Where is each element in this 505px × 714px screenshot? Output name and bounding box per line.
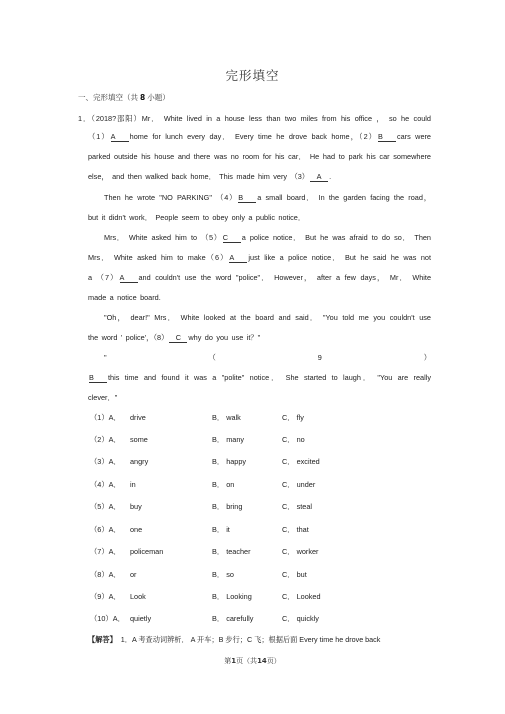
option-a: or xyxy=(130,570,137,579)
option-b: B． happy xyxy=(212,457,247,466)
answer-blank: A xyxy=(111,133,129,142)
answer-blank: A xyxy=(120,274,138,283)
passage-text: made a notice board. xyxy=(88,293,161,302)
page-total: 14 xyxy=(257,657,267,665)
option-c: C． Looked xyxy=(282,592,321,601)
option-a: policeman xyxy=(130,547,164,556)
solution-text: 1．A 考查动词辨析． A 开车；B 步行；C 飞；根据后面 Every time he drove back xyxy=(120,635,381,644)
passage-line xyxy=(88,152,431,162)
answer-blank: C xyxy=(169,334,187,343)
passage-line xyxy=(88,333,431,343)
option-c: C． quickly xyxy=(282,614,319,623)
option-a: one xyxy=(130,525,143,534)
section-suffix: 小题） xyxy=(147,93,170,102)
option-c: C． under xyxy=(282,480,316,489)
solution-line xyxy=(88,635,433,645)
option-a: buy xyxy=(130,502,142,511)
passage-text: the word ' police'，（8） xyxy=(88,333,169,342)
passage-text: . xyxy=(329,172,332,181)
answer-blank: C xyxy=(223,234,241,243)
page-number: 1 xyxy=(231,657,237,665)
page-title: 完形填空 xyxy=(225,68,280,83)
answer-blank: A xyxy=(229,254,247,263)
option-number: （4）A． xyxy=(90,480,121,489)
option-b: B． Looking xyxy=(212,592,252,601)
option-c: C． excited xyxy=(282,457,320,466)
option-number: （9）A． xyxy=(90,592,121,601)
passage-line xyxy=(104,233,431,243)
option-number: （3）A． xyxy=(90,457,121,466)
option-number: （8）A． xyxy=(90,570,121,579)
section-prefix: 一、完形填空（共 xyxy=(78,93,138,102)
option-number: （10）A． xyxy=(90,614,125,623)
option-a: some xyxy=(130,435,148,444)
section-count: 8 xyxy=(140,93,146,102)
passage-line xyxy=(88,393,431,403)
option-number: （6）A． xyxy=(90,525,121,534)
option-c: C． worker xyxy=(282,547,319,556)
page-footer xyxy=(0,656,505,666)
passage-line xyxy=(104,193,431,203)
option-b: B． teacher xyxy=(212,547,251,556)
passage-text: "（9） xyxy=(104,353,431,362)
option-b: B． many xyxy=(212,435,245,444)
passage-text: this time and found it was a "polite" notice． She started to laugh． "You are really xyxy=(108,373,431,382)
passage-text: a police notice． But he was afraid to do so． Then xyxy=(241,233,431,242)
passage-text: （1） xyxy=(88,132,110,141)
option-number: （5）A． xyxy=(90,502,121,511)
passage-line xyxy=(88,293,431,303)
option-number: （7）A． xyxy=(90,547,121,556)
answer-blank: B xyxy=(378,133,396,142)
passage-text: "Oh， dear!" Mrs． White looked at the board and said． "You told me you couldn't use xyxy=(104,313,431,322)
option-b: B． so xyxy=(212,570,234,579)
passage-text: why do you use it？" xyxy=(188,333,261,342)
passage-line xyxy=(104,353,431,363)
passage-text: 1．（2018?邵阳）Mr． White lived in a house less than two miles from his office ， so he could xyxy=(78,114,431,123)
passage-line xyxy=(88,172,431,182)
passage-text: but it didn't work． People seem to obey only a public notice． xyxy=(88,213,306,222)
option-c: C． but xyxy=(282,570,307,579)
option-b: B． walk xyxy=(212,413,241,422)
passage-text: Then he wrote "NO PARKING" （4） xyxy=(104,193,238,202)
footer-text: 页（共 xyxy=(236,657,258,665)
passage-text: and couldn't use the word "police"． However， after a few days， Mr． White xyxy=(138,273,432,282)
passage-line xyxy=(104,313,431,323)
option-a: Look xyxy=(130,592,146,601)
answer-blank: A xyxy=(310,173,328,182)
passage-text: Mrs． White asked him to （5） xyxy=(104,233,222,242)
option-b: B． bring xyxy=(212,502,243,511)
passage-text: a （7） xyxy=(88,273,119,282)
option-c: C． fly xyxy=(282,413,304,422)
passage-line xyxy=(78,114,431,124)
passage-text: parked outside his house and there was no room for his car． He had to park his car somewhere xyxy=(88,152,431,161)
option-c: C． that xyxy=(282,525,309,534)
option-c: C． steal xyxy=(282,502,313,511)
option-a: drive xyxy=(130,413,146,422)
option-number: （1）A． xyxy=(90,413,121,422)
passage-line xyxy=(88,253,431,263)
option-c: C． no xyxy=(282,435,305,444)
passage-text: home for lunch every day． Every time he drove back home，（2） xyxy=(129,132,377,141)
answer-blank: B xyxy=(238,194,256,203)
option-b: B． it xyxy=(212,525,230,534)
option-b: B． carefully xyxy=(212,614,254,623)
footer-text: 页） xyxy=(266,657,281,665)
passage-text: cars were xyxy=(396,132,431,141)
passage-line xyxy=(88,273,431,283)
passage-text: Mrs． White asked him to make（6） xyxy=(88,253,229,262)
option-a: quietly xyxy=(130,614,152,623)
option-number: （2）A． xyxy=(90,435,121,444)
passage-line xyxy=(88,213,431,223)
passage-text: just like a police notice． But he said he was not xyxy=(248,253,431,262)
passage-text: clever．" xyxy=(88,393,118,402)
section-heading xyxy=(78,92,170,103)
passage-line xyxy=(88,132,431,142)
option-b: B． on xyxy=(212,480,235,489)
passage-text: a small board． In the garden facing the road， xyxy=(257,193,431,202)
footer-text: 第 xyxy=(224,657,232,665)
passage-line xyxy=(88,373,431,383)
solution-tag: 【解答】 xyxy=(88,635,117,644)
answer-blank: B xyxy=(89,374,107,383)
option-a: in xyxy=(130,480,136,489)
passage-text: else， and then walked back home． This made him very （3） xyxy=(88,172,310,181)
option-a: angry xyxy=(130,457,149,466)
